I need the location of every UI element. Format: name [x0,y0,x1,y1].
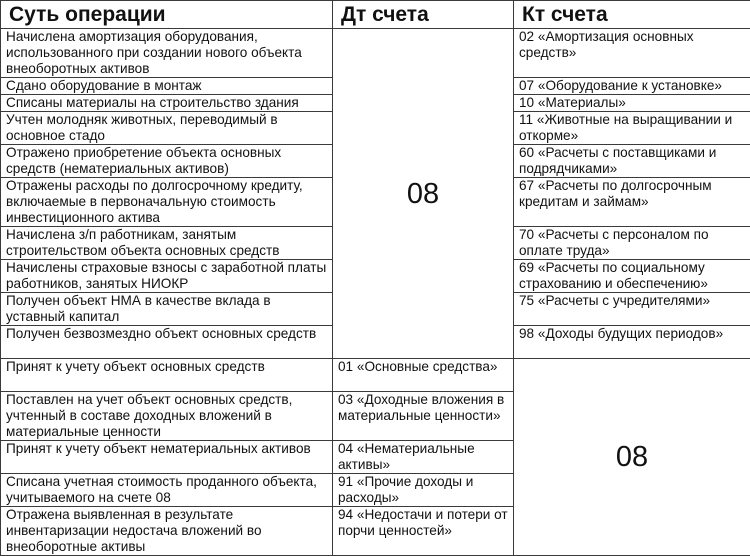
header-debit: Дт счета [333,1,514,29]
table-row [1,359,750,392]
merged-debit-cell: 08 [333,29,514,359]
credit-cell: 60 «Расчеты с поставщиками и подрядчиками» [514,145,750,178]
debit-cell: 04 «Нематериальные активы» [333,441,514,474]
merged-credit-cell: 08 [514,359,750,556]
credit-cell: 69 «Расчеты по социальному страхованию и обеспечению» [514,260,750,293]
operation-cell: Начислена з/п работникам, занятым строительством объекта основных средств [1,227,333,260]
operation-cell: Сдано оборудование в монтаж [1,78,333,95]
operation-cell: Списана учетная стоимость проданного объекта, учитываемого на счете 08 [1,474,333,507]
header-operation: Суть операции [1,1,333,29]
credit-cell: 11 «Животные на выращивании и откорме» [514,112,750,145]
credit-cell: 07 «Оборудование к установке» [514,78,750,95]
operation-cell: Отражены расходы по долгосрочному кредиту, включаемые в первоначальную стоимость инвестиционного актива [1,178,333,227]
operation-cell: Принят к учету объект основных средств [1,359,333,392]
table-row [1,29,750,78]
header-row [1,1,750,29]
operation-cell: Учтен молодняк животных, переводимый в основное стадо [1,112,333,145]
operation-cell: Принят к учету объект нематериальных активов [1,441,333,474]
credit-cell: 70 «Расчеты с персоналом по оплате труда» [514,227,750,260]
credit-cell: 02 «Амортизация основных средств» [514,29,750,78]
debit-cell: 01 «Основные средства» [333,359,514,392]
operation-cell: Списаны материалы на строительство здания [1,95,333,112]
operation-cell: Получен объект НМА в качестве вклада в уставный капитал [1,293,333,326]
operation-cell: Поставлен на учет объект основных средств, учтенный в составе доходных вложений в материальные ценности [1,392,333,441]
credit-cell: 98 «Доходы будущих периодов» [514,326,750,359]
debit-cell: 03 «Доходные вложения в материальные ценности» [333,392,514,441]
credit-cell: 10 «Материалы» [514,95,750,112]
operation-cell: Начислена амортизация оборудования, использованного при создании нового объекта внеоборотных активов [1,29,333,78]
operation-cell: Начислены страховые взносы с заработной платы работников, занятых НИОКР [1,260,333,293]
operation-cell: Отражено приобретение объекта основных средств (нематериальных активов) [1,145,333,178]
operation-cell: Получен безвозмездно объект основных средств [1,326,333,359]
credit-cell: 75 «Расчеты с учредителями» [514,293,750,326]
credit-cell: 67 «Расчеты по долгосрочным кредитам и займам» [514,178,750,227]
header-credit: Кт счета [514,1,750,29]
operation-cell: Отражена выявленная в результате инвентаризации недостача вложений во внеоборотные активы [1,507,333,556]
debit-cell: 91 «Прочие доходы и расходы» [333,474,514,507]
debit-cell: 94 «Недостачи и потери от порчи ценностей» [333,507,514,556]
